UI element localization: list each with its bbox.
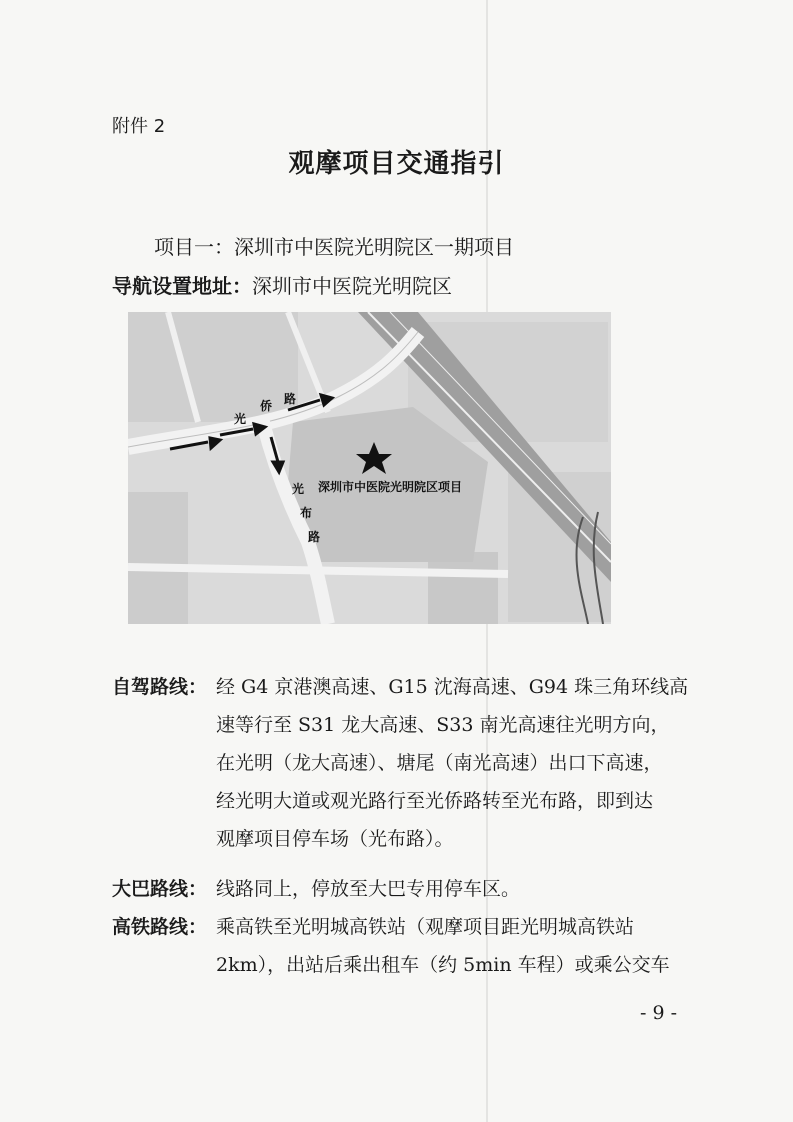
- map-road-guangbu-2: 布: [300, 506, 313, 520]
- location-map: [128, 312, 611, 624]
- route-rail-line: 乘高铁至光明城高铁站（观摩项目距光明城高铁站: [216, 916, 635, 938]
- page-number: - 9 -: [640, 1002, 678, 1024]
- navigation-address-value: 深圳市中医院光明院区: [252, 274, 452, 298]
- project-heading: 项目一：深圳市中医院光明院区一期项目: [154, 235, 514, 259]
- map-project-label: 深圳市中医院光明院区项目: [318, 480, 463, 494]
- route-self-drive-text: [216, 668, 696, 858]
- map-graphic: [128, 312, 611, 624]
- map-road-guangqiao-3: 路: [284, 392, 297, 406]
- route-rail-line: 2km），出站后乘出租车（约 5min 车程）或乘公交车: [216, 954, 670, 976]
- route-bus-line: 线路同上，停放至大巴专用停车区。: [216, 878, 521, 900]
- route-self-drive-line: 观摩项目停车场（光布路）。: [216, 828, 454, 850]
- route-bus-text: [216, 870, 696, 908]
- map-road-guangbu-1: 光: [292, 482, 305, 496]
- route-self-drive-line: 速等行至 S31 龙大高速、S33 南光高速往光明方向，: [216, 714, 670, 736]
- route-self-drive-line: 经 G4 京港澳高速、G15 沈海高速、G94 珠三角环线高: [216, 676, 689, 698]
- map-road-guangqiao-1: 光: [234, 412, 247, 426]
- route-self-drive-line: 在光明（龙大高速）、塘尾（南光高速）出口下高速，: [216, 752, 663, 774]
- page-title: 观摩项目交通指引: [288, 149, 505, 179]
- route-bus-label: 大巴路线：: [112, 878, 208, 900]
- map-road-guangbu-3: 路: [308, 530, 321, 544]
- route-rail-text: [216, 908, 696, 984]
- map-road-guangqiao-2: 侨: [260, 399, 273, 413]
- route-self-drive-line: 经光明大道或观光路行至光侨路转至光布路，即到达: [216, 790, 654, 812]
- navigation-address-label: 导航设置地址：: [112, 274, 252, 298]
- annex-label: 附件 2: [112, 116, 166, 137]
- navigation-address: [112, 270, 452, 299]
- route-self-drive-label: 自驾路线：: [112, 676, 208, 698]
- route-rail-label: 高铁路线：: [112, 916, 208, 938]
